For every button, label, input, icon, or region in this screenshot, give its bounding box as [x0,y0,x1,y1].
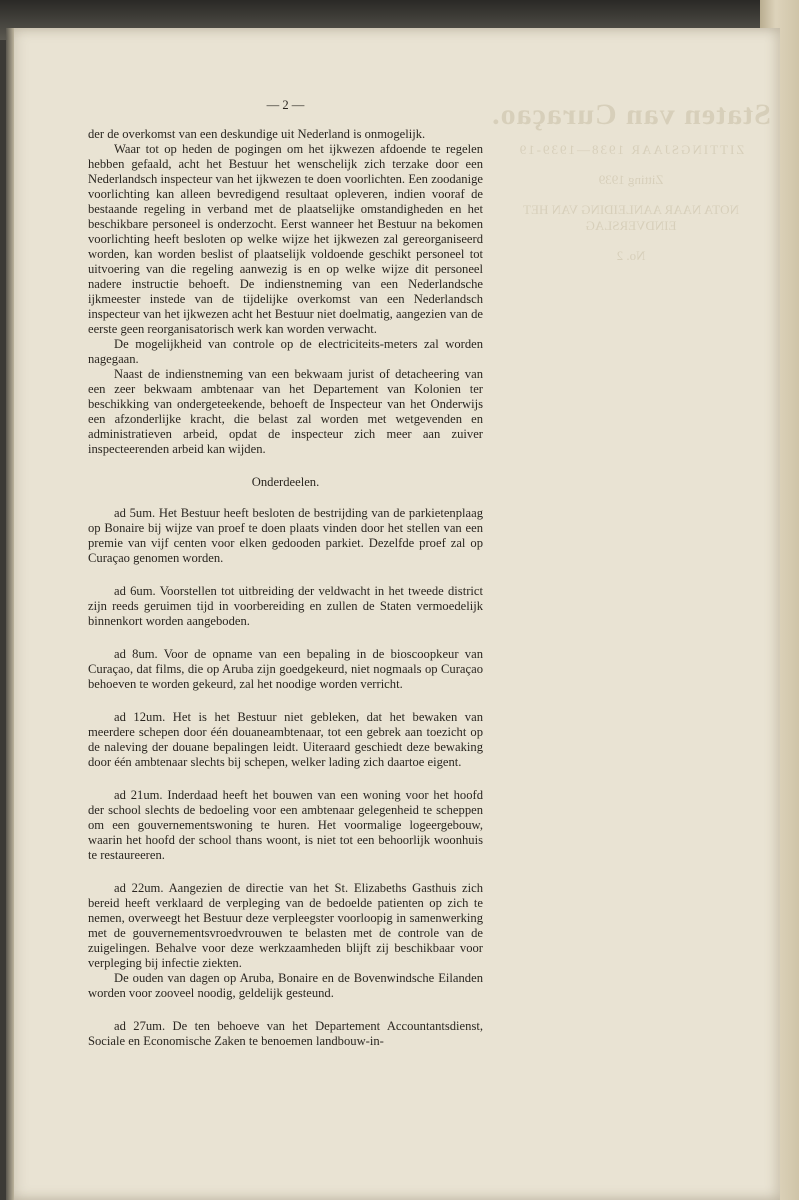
item-subparagraph: De ouden van dagen op Aruba, Bonaire en de Bovenwindsche Eilanden worden voor zooveel noodig, geldelijk gesteund. [88,971,483,1000]
item-text: ad 5um. Het Bestuur heeft besloten de bestrijding van de parkietenplaag op Bonaire bij wijze van proef te doen plaats vinden door het stellen van een premie van vijf centen voor elken gedooden parkiet. Dezelfde proef zal op Curaçao genomen worden. [88,506,483,565]
body-text [88,98,483,1067]
list-item [88,1019,483,1049]
section-heading: Onderdeelen. [251,475,320,489]
show-through-text [486,98,776,288]
list-item [88,788,483,863]
item-text: ad 21um. Inderdaad heeft het bouwen van een woning voor het hoofd der school slechts de bedoeling voor een ambtenaar gelegenheid te scheppen om een gouvernementswoning te huren. Het voormalige logeergebouw, waarin het hoofd der school thans woont, is niet tot een behoorlijk woonhuis te restaureeren. [88,788,483,862]
intro-paragraph: De mogelijkheid van controle op de electriciteits-meters zal worden nagegaan. [88,337,483,366]
page-number: — 2 — [266,98,305,112]
intro-paragraph: der de overkomst van een deskundige uit Nederland is onmogelijk. [88,127,426,141]
ghost-line-5: No. 2 [616,248,646,263]
item-text: ad 27um. De ten behoeve van het Departement Accountantsdienst, Sociale en Economische Zaken te benoemen landbouw-in- [88,1019,483,1048]
list-item [88,584,483,629]
list-item [88,647,483,692]
intro-paragraph: Waar tot op heden de pogingen om het ijkwezen afdoende te regelen hebben gefaald, acht het Bestuur het wenschelijk zich terzake door een Nederlandsch inspecteur van het ijkwezen te doen voorlichten. Een zoodanige voorlichting kan alleen bevredigend resultaat opleveren, indien vooraf de bestaande regeling in verband met de plaatselijke omstandigheden en het beschikbare personeel is onderzocht. Eerst wanneer het Bestuur na bekomen voorlichting heeft besloten op welke wijze het ijkwezen zal gereorganiseerd worden, kan worden beslist of plaatselijk voldoende geschikt personeel tot uitvoering van die regeling aanwezig is en op welke wijze dit personeel nadere instructie behoeft. De indienstneming van een Nederlandsche ijkmeester instede van de tijdelijke overkomst van een Nederlandsch inspecteur van het ijkwezen acht het Bestuur niet doelmatig, aangezien van de eerste geen reorganisatorisch werk kan worden verwacht. [88,142,483,336]
item-text: ad 22um. Aangezien de directie van het St. Elizabeths Gasthuis zich bereid heeft verklaard de verpleging van de bedoelde patienten op zich te nemen, overweegt het Bestuur deze verpleegster voorloopig in samenwerking met de gouvernementsvroedvrouwen te belasten met de controle van de zuigelingen. Behalve voor deze werkzaamheden blijft zij beschikbaar voor verpleging bij infectie ziekten. [88,881,483,970]
item-text: ad 8um. Voor de opname van een bepaling in de bioscoopkeur van Curaçao, dat films, die op Aruba zijn goedgekeurd, niet nogmaals op Curaçao behoeven te worden gekeurd, zal het noodige worden verricht. [88,647,483,691]
list-item [88,710,483,770]
list-item [88,881,483,1001]
item-text: ad 12um. Het is het Bestuur niet gebleken, dat het bewaken van meerdere schepen door één douaneambtenaar, tot een gebrek aan toezicht op de naleving der douane bepalingen leidt. Uiteraard geschiedt deze bewaking door één ambtenaar slechts bij schepen, welker lading zich daartoe eigent. [88,710,483,769]
list-item [88,506,483,566]
ghost-line-1: Staten van Curaçao. [491,98,771,131]
intro-paragraph: Naast de indienstneming van een bekwaam jurist of detacheering van een zeer bekwaam ambtenaar van het Departement van Kolonien ter beschikking van ondergeteekende, behoeft de Inspecteur van het Onderwijs een afzonderlijke kracht, die belast zal worden met wetgevenden en administratieven arbeid, opdat de inspecteur zich meer aan zuiver inspecteerenden arbeid kan wijden. [88,367,483,456]
ghost-line-4: NOTA NAAR AANLEIDING VAN HET EINDVERSLAG [523,202,739,233]
binding-shadow [6,28,14,1200]
ghost-line-2: ZITTINGSJAAR 1938—1939-19 [517,142,745,157]
document-page [6,28,780,1200]
item-text: ad 6um. Voorstellen tot uitbreiding der veldwacht in het tweede district zijn reeds geruimen tijd in voorbereiding en zullen de Staten vermoedelijk binnenkort worden aangeboden. [88,584,483,628]
ghost-line-3: Zitting 1939 [598,172,664,187]
